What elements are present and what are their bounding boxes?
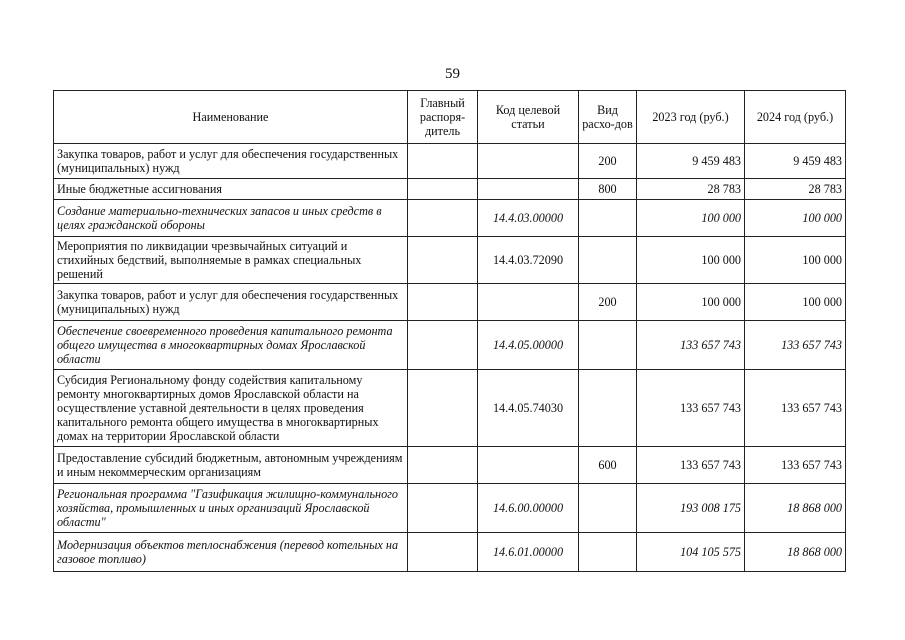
cell-2024: 100 000 — [745, 200, 846, 237]
cell-type: 800 — [579, 179, 637, 200]
cell-admin — [408, 237, 478, 284]
header-2024: 2024 год (руб.) — [745, 91, 846, 144]
cell-name: Мероприятия по ликвидации чрезвычайных ситуаций и стихийных бедствий, выполняемые в рамках специальных решений — [54, 237, 408, 284]
cell-admin — [408, 447, 478, 484]
cell-type — [579, 321, 637, 370]
cell-admin — [408, 533, 478, 572]
cell-name: Создание материально-технических запасов и иных средств в целях гражданской обороны — [54, 200, 408, 237]
cell-2023: 100 000 — [637, 284, 745, 321]
table-row — [54, 533, 846, 572]
cell-name: Предоставление субсидий бюджетным, автономным учреждениям и иным некоммерческим организациям — [54, 447, 408, 484]
table-row — [54, 144, 846, 179]
cell-name: Закупка товаров, работ и услуг для обеспечения государственных (муниципальных) нужд — [54, 284, 408, 321]
cell-2023: 133 657 743 — [637, 370, 745, 447]
cell-2023: 9 459 483 — [637, 144, 745, 179]
table-row — [54, 200, 846, 237]
cell-code — [478, 284, 579, 321]
cell-type — [579, 370, 637, 447]
table-row — [54, 447, 846, 484]
cell-2024: 100 000 — [745, 284, 846, 321]
cell-type — [579, 200, 637, 237]
header-name: Наименование — [54, 91, 408, 144]
cell-2023: 100 000 — [637, 237, 745, 284]
cell-type: 600 — [579, 447, 637, 484]
cell-code: 14.6.01.00000 — [478, 533, 579, 572]
header-admin: Главный распоря-дитель — [408, 91, 478, 144]
cell-code: 14.4.03.00000 — [478, 200, 579, 237]
cell-2024: 133 657 743 — [745, 447, 846, 484]
cell-code — [478, 179, 579, 200]
cell-code: 14.4.05.00000 — [478, 321, 579, 370]
page-number: 59 — [445, 66, 460, 82]
cell-2023: 100 000 — [637, 200, 745, 237]
cell-2023: 133 657 743 — [637, 321, 745, 370]
cell-type — [579, 237, 637, 284]
cell-2023: 104 105 575 — [637, 533, 745, 572]
table-header-row — [54, 91, 846, 144]
cell-type — [579, 533, 637, 572]
cell-2024: 100 000 — [745, 237, 846, 284]
cell-2024: 133 657 743 — [745, 321, 846, 370]
cell-code: 14.4.05.74030 — [478, 370, 579, 447]
cell-2024: 133 657 743 — [745, 370, 846, 447]
header-code: Код целевой статьи — [478, 91, 579, 144]
cell-admin — [408, 144, 478, 179]
header-type: Вид расхо-дов — [579, 91, 637, 144]
budget-table — [53, 90, 846, 572]
cell-code: 14.4.03.72090 — [478, 237, 579, 284]
cell-code — [478, 447, 579, 484]
cell-admin — [408, 284, 478, 321]
header-2023: 2023 год (руб.) — [637, 91, 745, 144]
cell-2023: 193 008 175 — [637, 484, 745, 533]
cell-type — [579, 484, 637, 533]
cell-2024: 9 459 483 — [745, 144, 846, 179]
cell-2023: 133 657 743 — [637, 447, 745, 484]
cell-type: 200 — [579, 284, 637, 321]
cell-admin — [408, 321, 478, 370]
cell-name: Обеспечение своевременного проведения капитального ремонта общего имущества в многоквартирных домах Ярославской области — [54, 321, 408, 370]
cell-admin — [408, 200, 478, 237]
cell-code: 14.6.00.00000 — [478, 484, 579, 533]
cell-name: Иные бюджетные ассигнования — [54, 179, 408, 200]
cell-name: Региональная программа "Газификация жилищно-коммунального хозяйства, промышленных и иных организаций Ярославской области" — [54, 484, 408, 533]
cell-2023: 28 783 — [637, 179, 745, 200]
cell-2024: 18 868 000 — [745, 484, 846, 533]
cell-name: Закупка товаров, работ и услуг для обеспечения государственных (муниципальных) нужд — [54, 144, 408, 179]
cell-admin — [408, 179, 478, 200]
cell-2024: 28 783 — [745, 179, 846, 200]
cell-name: Модернизация объектов теплоснабжения (перевод котельных на газовое топливо) — [54, 533, 408, 572]
cell-type: 200 — [579, 144, 637, 179]
cell-code — [478, 144, 579, 179]
table-row — [54, 370, 846, 447]
cell-2024: 18 868 000 — [745, 533, 846, 572]
table-row — [54, 179, 846, 200]
table-row — [54, 284, 846, 321]
cell-admin — [408, 370, 478, 447]
table-row — [54, 484, 846, 533]
table-row — [54, 237, 846, 284]
table-row — [54, 321, 846, 370]
cell-name: Субсидия Региональному фонду содействия капитальному ремонту многоквартирных домов Ярославской области на осуществление уставной деятельности в целях проведения капитального ремонта общего имущества в многоквартирных домах на территории Ярославской области — [54, 370, 408, 447]
cell-admin — [408, 484, 478, 533]
